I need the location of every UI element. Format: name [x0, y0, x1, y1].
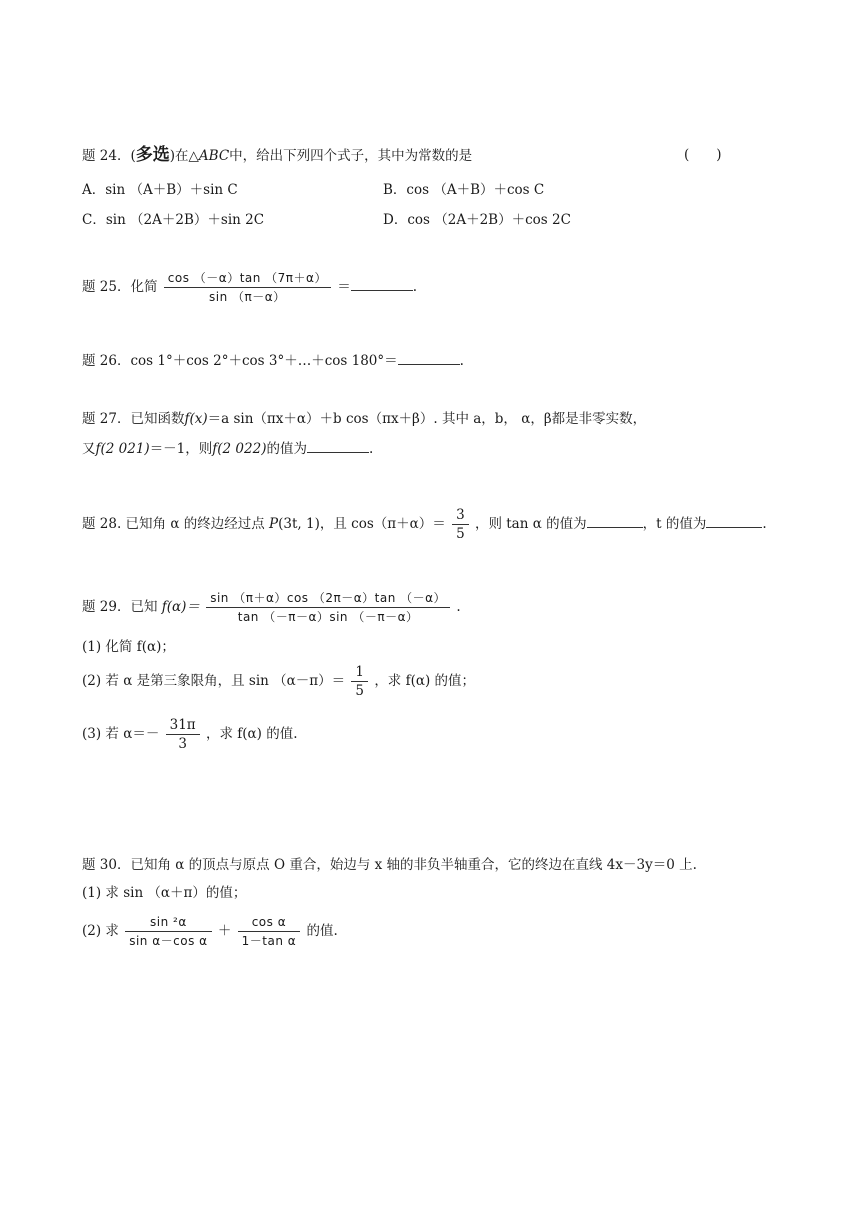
- q27-line2: 又f(2 021)＝－1，则f(2 022)的值为 .: [82, 441, 374, 457]
- q29-part2: (2) 若 α 是第三象限角，且 sin （α－π）＝ $\frac{1}{5}$ ，求 f(α) 的值；: [82, 664, 476, 699]
- multi-select-tag: 多选: [135, 145, 170, 165]
- q30-part1: (1) 求 sin （α＋π）的值；: [82, 885, 247, 901]
- q26: 题 26．cos 1°＋cos 2°＋cos 3°＋…＋cos 180°＝ .: [82, 353, 464, 369]
- q30-part2: (2) 求 $\frac{\text{sin ²α}}{\text{sin α－cos α}}$ ＋ $\frac{\text{cos α}}{\text{1－tan α}}$ 的值.: [82, 915, 338, 948]
- answer-blank: [587, 515, 643, 528]
- q29-part2-fraction: $\frac{1}{5}$: [351, 664, 368, 699]
- q29-part3: (3) 若 α＝－ $\frac{31\pi}{3}$ ，求 f(α) 的值.: [82, 717, 298, 752]
- q24-option-b: B．cos （A＋B）＋cos C: [383, 182, 545, 198]
- q28-fraction: $\frac{3}{5}$: [452, 507, 469, 542]
- q29-stem: 题 29．已知 f(α)＝ $\frac{\sin (\pi+\alpha)\cos (2\pi-\alpha)\tan (-\alpha)}{\tan (-\pi-\alpha)\sin (-\pi-\alpha)}$ .: [82, 591, 461, 624]
- answer-blank: [351, 278, 413, 291]
- q29-part3-fraction: $\frac{31\pi}{3}$: [166, 717, 200, 752]
- q28: 题 28. 已知角 α 的终边经过点 P(3t, 1)，且 cos（π＋α）＝ $\frac{3}{5}$ ，则 tan α 的值为 ，t 的值为 .: [82, 507, 767, 542]
- q29-fraction: $\frac{\sin (\pi+\alpha)\cos (2\pi-\alpha)\tan (-\alpha)}{\tan (-\pi-\alpha)\sin (-\pi-\alpha)}$: [206, 590, 450, 625]
- answer-blank: [307, 440, 369, 453]
- q25: 题 25．化简 $\frac{\cos (-\alpha)\tan (7\pi+\alpha)}{\sin (\pi-\alpha)}$ ＝ .: [82, 271, 418, 304]
- q27-line1: 题 27．已知函数f(x)＝a sin（πx＋α）＋b cos（πx＋β）. 其中 a，b， α，β都是非零实数，: [82, 411, 647, 427]
- q24-option-c: C．sin （2A＋2B）＋sin 2C: [82, 212, 265, 228]
- q24-option-a: A．sin （A＋B）＋sin C: [82, 182, 238, 198]
- answer-blank: [398, 352, 460, 365]
- q24-answer-paren: ( ): [684, 147, 722, 163]
- q29-part1: (1) 化简 f(α)；: [82, 639, 175, 655]
- q24-stem: 题 24．(多选)在△ABC中，给出下列四个式子，其中为常数的是: [82, 145, 473, 165]
- q30-stem: 题 30．已知角 α 的顶点与原点 O 重合，始边与 x 轴的非负半轴重合，它的终边在直线 4x－3y＝0 上.: [82, 857, 697, 873]
- answer-blank: [706, 515, 762, 528]
- q30-fraction-2: $\frac{\text{cos α}}{\text{1－tan α}}$: [238, 914, 301, 949]
- q24-option-d: D．cos （2A＋2B）＋cos 2C: [383, 212, 571, 228]
- q30-fraction-1: $\frac{\text{sin ²α}}{\text{sin α－cos α}}$: [125, 914, 211, 949]
- q25-fraction: $\frac{\cos (-\alpha)\tan (7\pi+\alpha)}{\sin (\pi-\alpha)}$: [164, 270, 331, 305]
